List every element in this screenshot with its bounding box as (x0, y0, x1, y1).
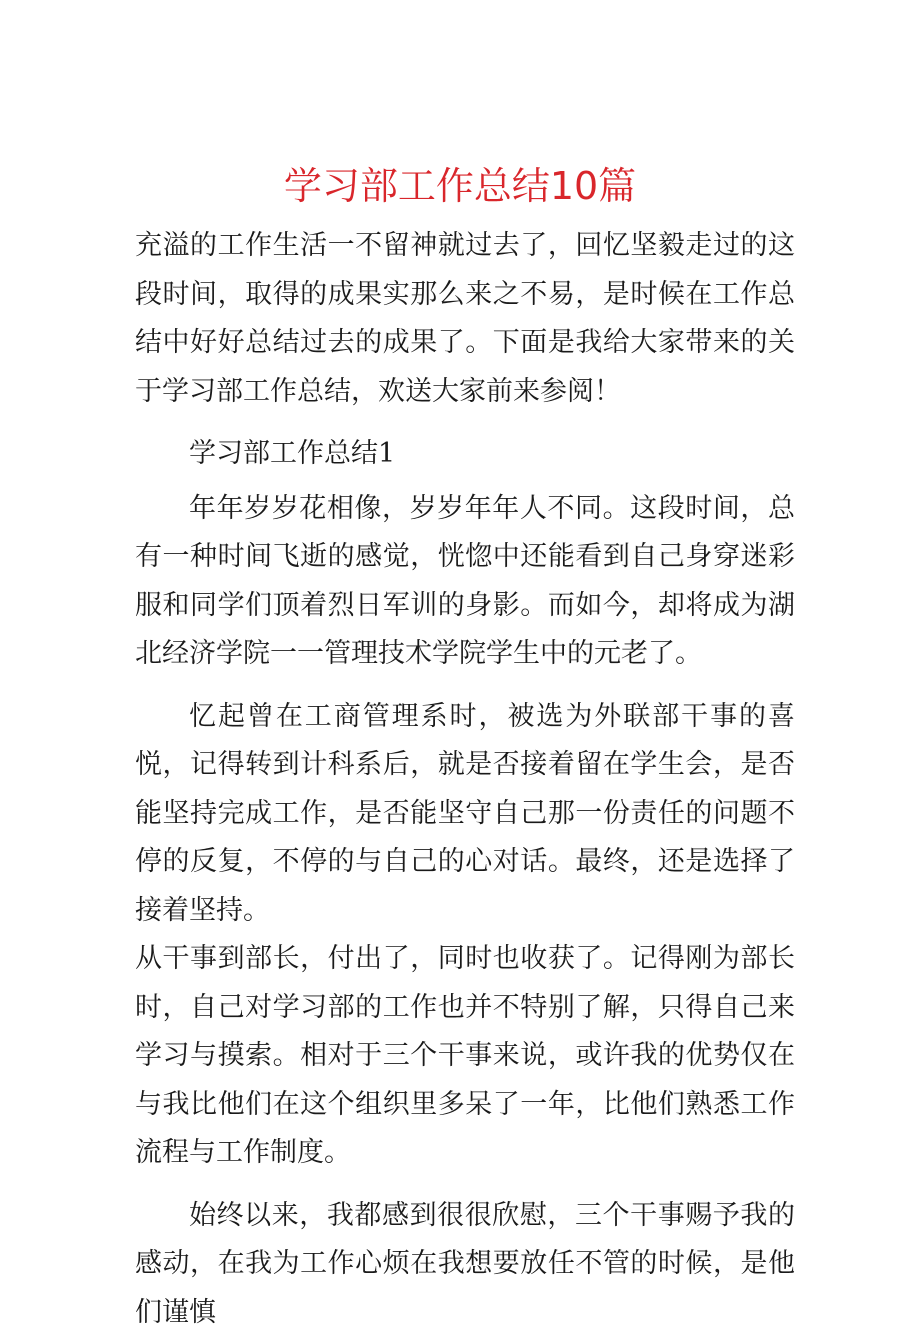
body-paragraph: 从干事到部长，付出了，同时也收获了。记得刚为部长时，自己对学习部的工作也并不特别了解，只得自己来学习与摸索。相对于三个干事来说，或许我的优势仅在与我比他们在这个组织里多呆了一年，比他们熟悉工作流程与工作制度。 (135, 935, 795, 1178)
body-paragraph: 忆起曾在工商管理系时，被选为外联部干事的喜悦，记得转到计科系后，就是否接着留在学生会，是否能坚持完成工作，是否能坚守自己那一份责任的问题不停的反复，不停的与自己的心对话。最终，还是选择了接着坚持。 (135, 693, 795, 936)
body-paragraph: 始终以来，我都感到很很欣慰，三个干事赐予我的感动，在我为工作心烦在我想要放任不管的时候，是他们谨慎 (135, 1192, 795, 1337)
body-paragraph: 年年岁岁花相像，岁岁年年人不同。这段时间，总有一种时间飞逝的感觉，恍惚中还能看到自己身穿迷彩服和同学们顶着烈日军训的身影。而如今，却将成为湖北经济学院一一管理技术学院学生中的元老了。 (135, 485, 795, 679)
document-title: 学习部工作总结10篇 (0, 158, 920, 214)
intro-paragraph: 充溢的工作生活一不留神就过去了，回忆坚毅走过的这段时间，取得的成果实那么来之不易，是时候在工作总结中好好总结过去的成果了。下面是我给大家带来的关于学习部工作总结，欢送大家前来参阅！ (135, 222, 795, 416)
section-heading: 学习部工作总结1 (135, 430, 795, 479)
document-body (135, 222, 795, 1337)
